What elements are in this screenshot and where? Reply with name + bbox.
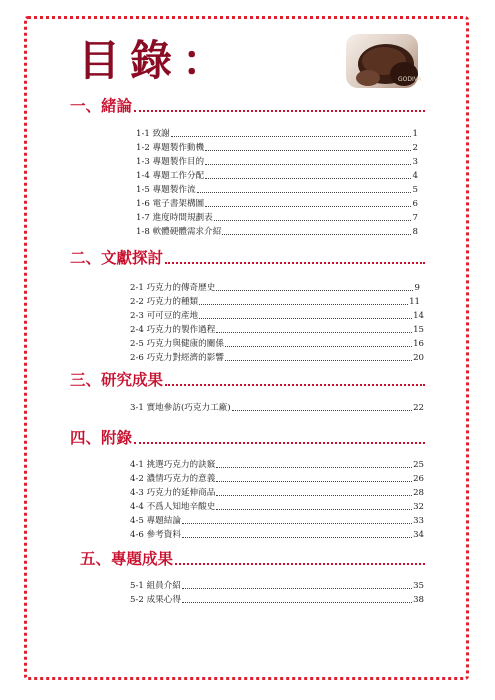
toc-entry-page: 26 [413,474,424,484]
section-leader [134,442,425,444]
toc-entry-text: 4-1 挑選巧克力的訣竅 [130,460,216,470]
toc-entry-text: 4-2 濃情巧克力的意義 [130,474,216,484]
toc-entry-text: 1-1 致謝 [136,129,170,139]
toc-leader [214,220,411,221]
toc-entry-text: 1-6 電子書架構圖 [136,199,205,209]
toc-entry-page: 1 [412,129,418,139]
toc-entry-text: 2-3 可可豆的產地 [130,311,199,321]
toc-leader [205,164,411,165]
toc-entry[interactable] [136,184,418,196]
toc-entry-text: 1-3 專題製作目的 [136,157,205,167]
toc-entry[interactable] [130,501,424,513]
toc-entry[interactable] [136,212,418,224]
toc-entry-text: 1-8 軟體硬體需求介紹 [136,227,222,237]
section-leader [165,384,425,386]
toc-leader [205,178,411,179]
toc-entry[interactable] [136,128,418,140]
toc-leader [182,602,412,603]
toc-entry[interactable] [136,170,418,182]
toc-entry[interactable] [130,310,424,322]
toc-entry-page: 7 [412,213,418,223]
toc-entry-text: 1-4 專題工作分配 [136,171,205,181]
toc-entry-page: 20 [413,353,424,363]
toc-entry[interactable] [130,282,420,294]
section-leader [175,563,425,565]
toc-entry-page: 8 [412,227,418,237]
toc-leader [205,206,411,207]
section-heading-2 [70,248,425,268]
toc-entry-text: 4-6 參考資料 [130,530,181,540]
section-leader [134,110,425,112]
toc-entry-text: 2-2 巧克力的種類 [130,297,199,307]
toc-entry[interactable] [130,402,424,414]
section-heading-text: 四、附錄 [70,428,133,447]
toc-entry-text: 4-4 不爲人知地辛酸史 [130,502,216,512]
toc-entry-page: 34 [413,530,424,540]
toc-entry-page: 33 [413,516,424,526]
toc-entry[interactable] [136,226,418,238]
section-heading-5 [80,549,425,569]
toc-entry-text: 1-5 專題製作流 [136,185,196,195]
toc-leader [216,290,413,291]
toc-entry-page: 3 [412,157,418,167]
toc-entry-text: 5-2 成果心得 [130,595,181,605]
toc-entry-page: 16 [413,339,424,349]
toc-entry[interactable] [130,529,424,541]
section-heading-4 [70,428,425,448]
toc-leader [182,588,412,589]
toc-entry-text: 2-6 巧克力對經濟的影響 [130,353,224,363]
section-heading-text: 一、緒論 [70,96,133,115]
toc-entry[interactable] [130,487,424,499]
toc-entry-text: 2-5 巧克力與健康的關係 [130,339,224,349]
section-heading-text: 三、研究成果 [70,370,164,389]
toc-entry[interactable] [136,142,418,154]
toc-entry-page: 28 [413,488,424,498]
toc-entry[interactable] [130,580,424,592]
toc-entry[interactable] [130,324,424,336]
toc-entry[interactable] [130,352,424,364]
toc-entry-page: 4 [412,171,418,181]
photo-brand-text: GODIVA [398,76,422,83]
section-heading-1 [70,96,425,116]
toc-entry-text: 3-1 實地參訪(巧克力工廠) [130,403,231,413]
toc-entry-text: 1-2 專題製作動機 [136,143,205,153]
toc-entry-text: 4-3 巧克力的延伸商品 [130,488,216,498]
toc-entry[interactable] [136,156,418,168]
toc-entry-page: 6 [412,199,418,209]
toc-entry-text: 2-4 巧克力的製作過程 [130,325,216,335]
toc-leader [197,192,411,193]
toc-entry[interactable] [130,515,424,527]
toc-entry-text: 5-1 組員介紹 [130,581,181,591]
toc-entry[interactable] [130,338,424,350]
toc-entry-page: 38 [413,595,424,605]
toc-leader [199,304,408,305]
toc-entry-text: 2-1 巧克力的傳奇歷史 [130,283,216,293]
toc-entry-text: 1-7 進度時間規劃表 [136,213,213,223]
toc-leader [222,234,411,235]
toc-leader [216,467,412,468]
toc-entry[interactable] [130,459,424,471]
section-heading-3 [70,370,425,390]
toc-entry-page: 22 [413,403,424,413]
toc-entry-page: 14 [413,311,424,321]
section-heading-text: 五、專題成果 [80,549,174,568]
chocolate-photo-icon [346,34,422,88]
toc-leader [216,481,412,482]
page-title: 目錄： [78,36,235,85]
toc-entry-page: 2 [412,143,418,153]
toc-entry-page: 32 [413,502,424,512]
toc-entry-page: 35 [413,581,424,591]
toc-entry-page: 15 [413,325,424,335]
toc-leader [182,523,412,524]
toc-entry-page: 11 [409,297,420,307]
toc-entry[interactable] [130,473,424,485]
toc-entry[interactable] [130,594,424,606]
toc-entry-text: 4-5 專題結論 [130,516,181,526]
toc-leader [182,537,412,538]
section-leader [165,262,425,264]
toc-entry[interactable] [136,198,418,210]
section-heading-text: 二、文獻探討 [70,248,164,267]
toc-entry-page: 25 [413,460,424,470]
toc-entry-page: 9 [414,283,420,293]
toc-entry[interactable] [130,296,420,308]
toc-entry-page: 5 [412,185,418,195]
toc-leader [232,410,412,411]
toc-leader [225,346,412,347]
toc-leader [205,150,411,151]
toc-leader [199,318,412,319]
toc-leader [171,136,411,137]
toc-leader [225,360,412,361]
toc-leader [216,509,412,510]
toc-leader [216,332,412,333]
toc-leader [216,495,412,496]
